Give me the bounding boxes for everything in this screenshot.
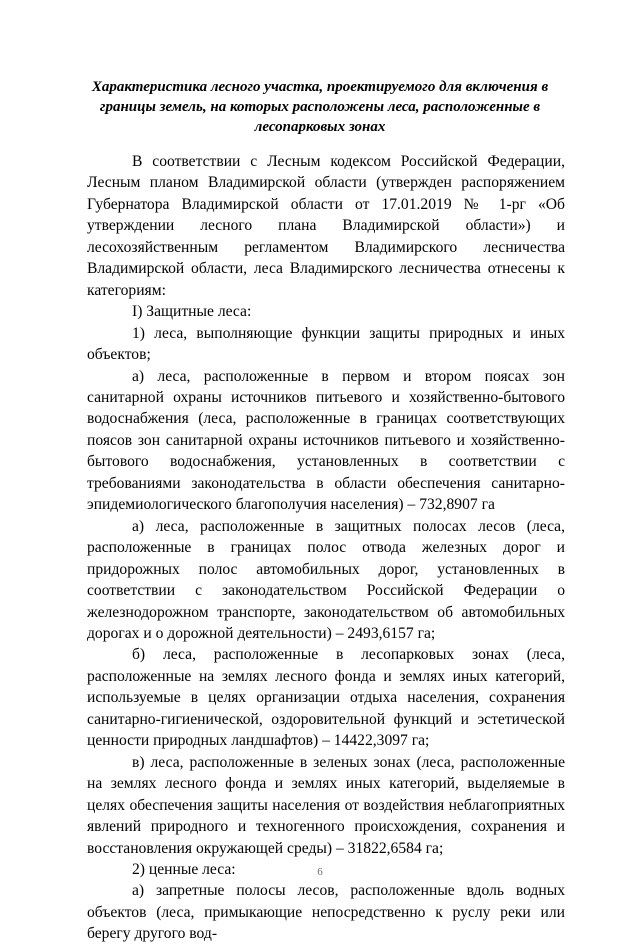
paragraph-item-1: 1) леса, выполняющие функции защиты природных и иных объектов; bbox=[87, 324, 565, 364]
paragraph-item-v-green-zones: в) леса, расположенные в зеленых зонах (леса, расположенные на землях лесного фонда и землях иных категорий, выделяемые в целях обеспечения защиты населения от воздействия неблагоприятных явлений природного и техногенного происхождения, сохранения и восстановления окружающей среды) – 31822,6584 га; bbox=[87, 753, 565, 857]
paragraph-protective-forests: I) Защитные леса: bbox=[132, 303, 252, 321]
page-number: 6 bbox=[317, 866, 323, 878]
document-title: Характеристика лесного участка, проектируемого для включения в границы земель, на которых расположены леса, расположенные в лесопарковых зонах bbox=[91, 79, 549, 135]
paragraph-item-2a-prohibited-strips: а) запретные полосы лесов, расположенные вдоль водных объектов (леса, примыкающие непосредственно к руслу реки или берегу другого вод- bbox=[87, 882, 565, 943]
paragraph-item-2-valuable: 2) ценные леса: bbox=[132, 860, 236, 878]
paragraph-item-b-forest-park: б) леса, расположенные в лесопарковых зонах (леса, расположенные на землях лесного фонда и землях иных категорий, используемые в целях организации отдыха населения, сохранения санитарно-гигиенической, оздоровительной функций и эстетической ценности природных ландшафтов) – 14422,3097 га; bbox=[87, 646, 565, 750]
paragraph-item-1a-sanitary: а) леса, расположенные в первом и втором поясах зон санитарной охраны источников питьевого и хозяйственно-бытового водоснабжения (леса, расположенные в границах соответствующих поясов зон санитарной охраны источников питьевого и хозяйственно-бытового водоснабжения, установленных в соответствии с требованиями законодательства в области обеспечения санитарно-эпидемиологического благополучия населения) – 732,8907 га bbox=[87, 367, 565, 514]
document-body bbox=[87, 151, 565, 945]
paragraph-item-a-protective-strips: а) леса, расположенные в защитных полосах лесов (леса, расположенные в границах полос отвода железных дорог и придорожных полос автомобильных дорог, установленных в соответствии с законодательством Российской Федерации о железнодорожном транспорте, законодательством об автомобильных дорогах и о дорожной деятельности) – 2493,6157 га; bbox=[87, 517, 565, 642]
paragraph-intro: В соответствии с Лесным кодексом Российской Федерации, Лесным планом Владимирской области (утвержден распоряжением Губернатора Владимирской области от 17.01.2019 № 1-рг «Об утверждении лесного плана Владимирской области») и лесохозяйственным регламентом Владимирского лесничества Владимирской области, леса Владимирского лесничества отнесены к категориям: bbox=[87, 153, 565, 299]
